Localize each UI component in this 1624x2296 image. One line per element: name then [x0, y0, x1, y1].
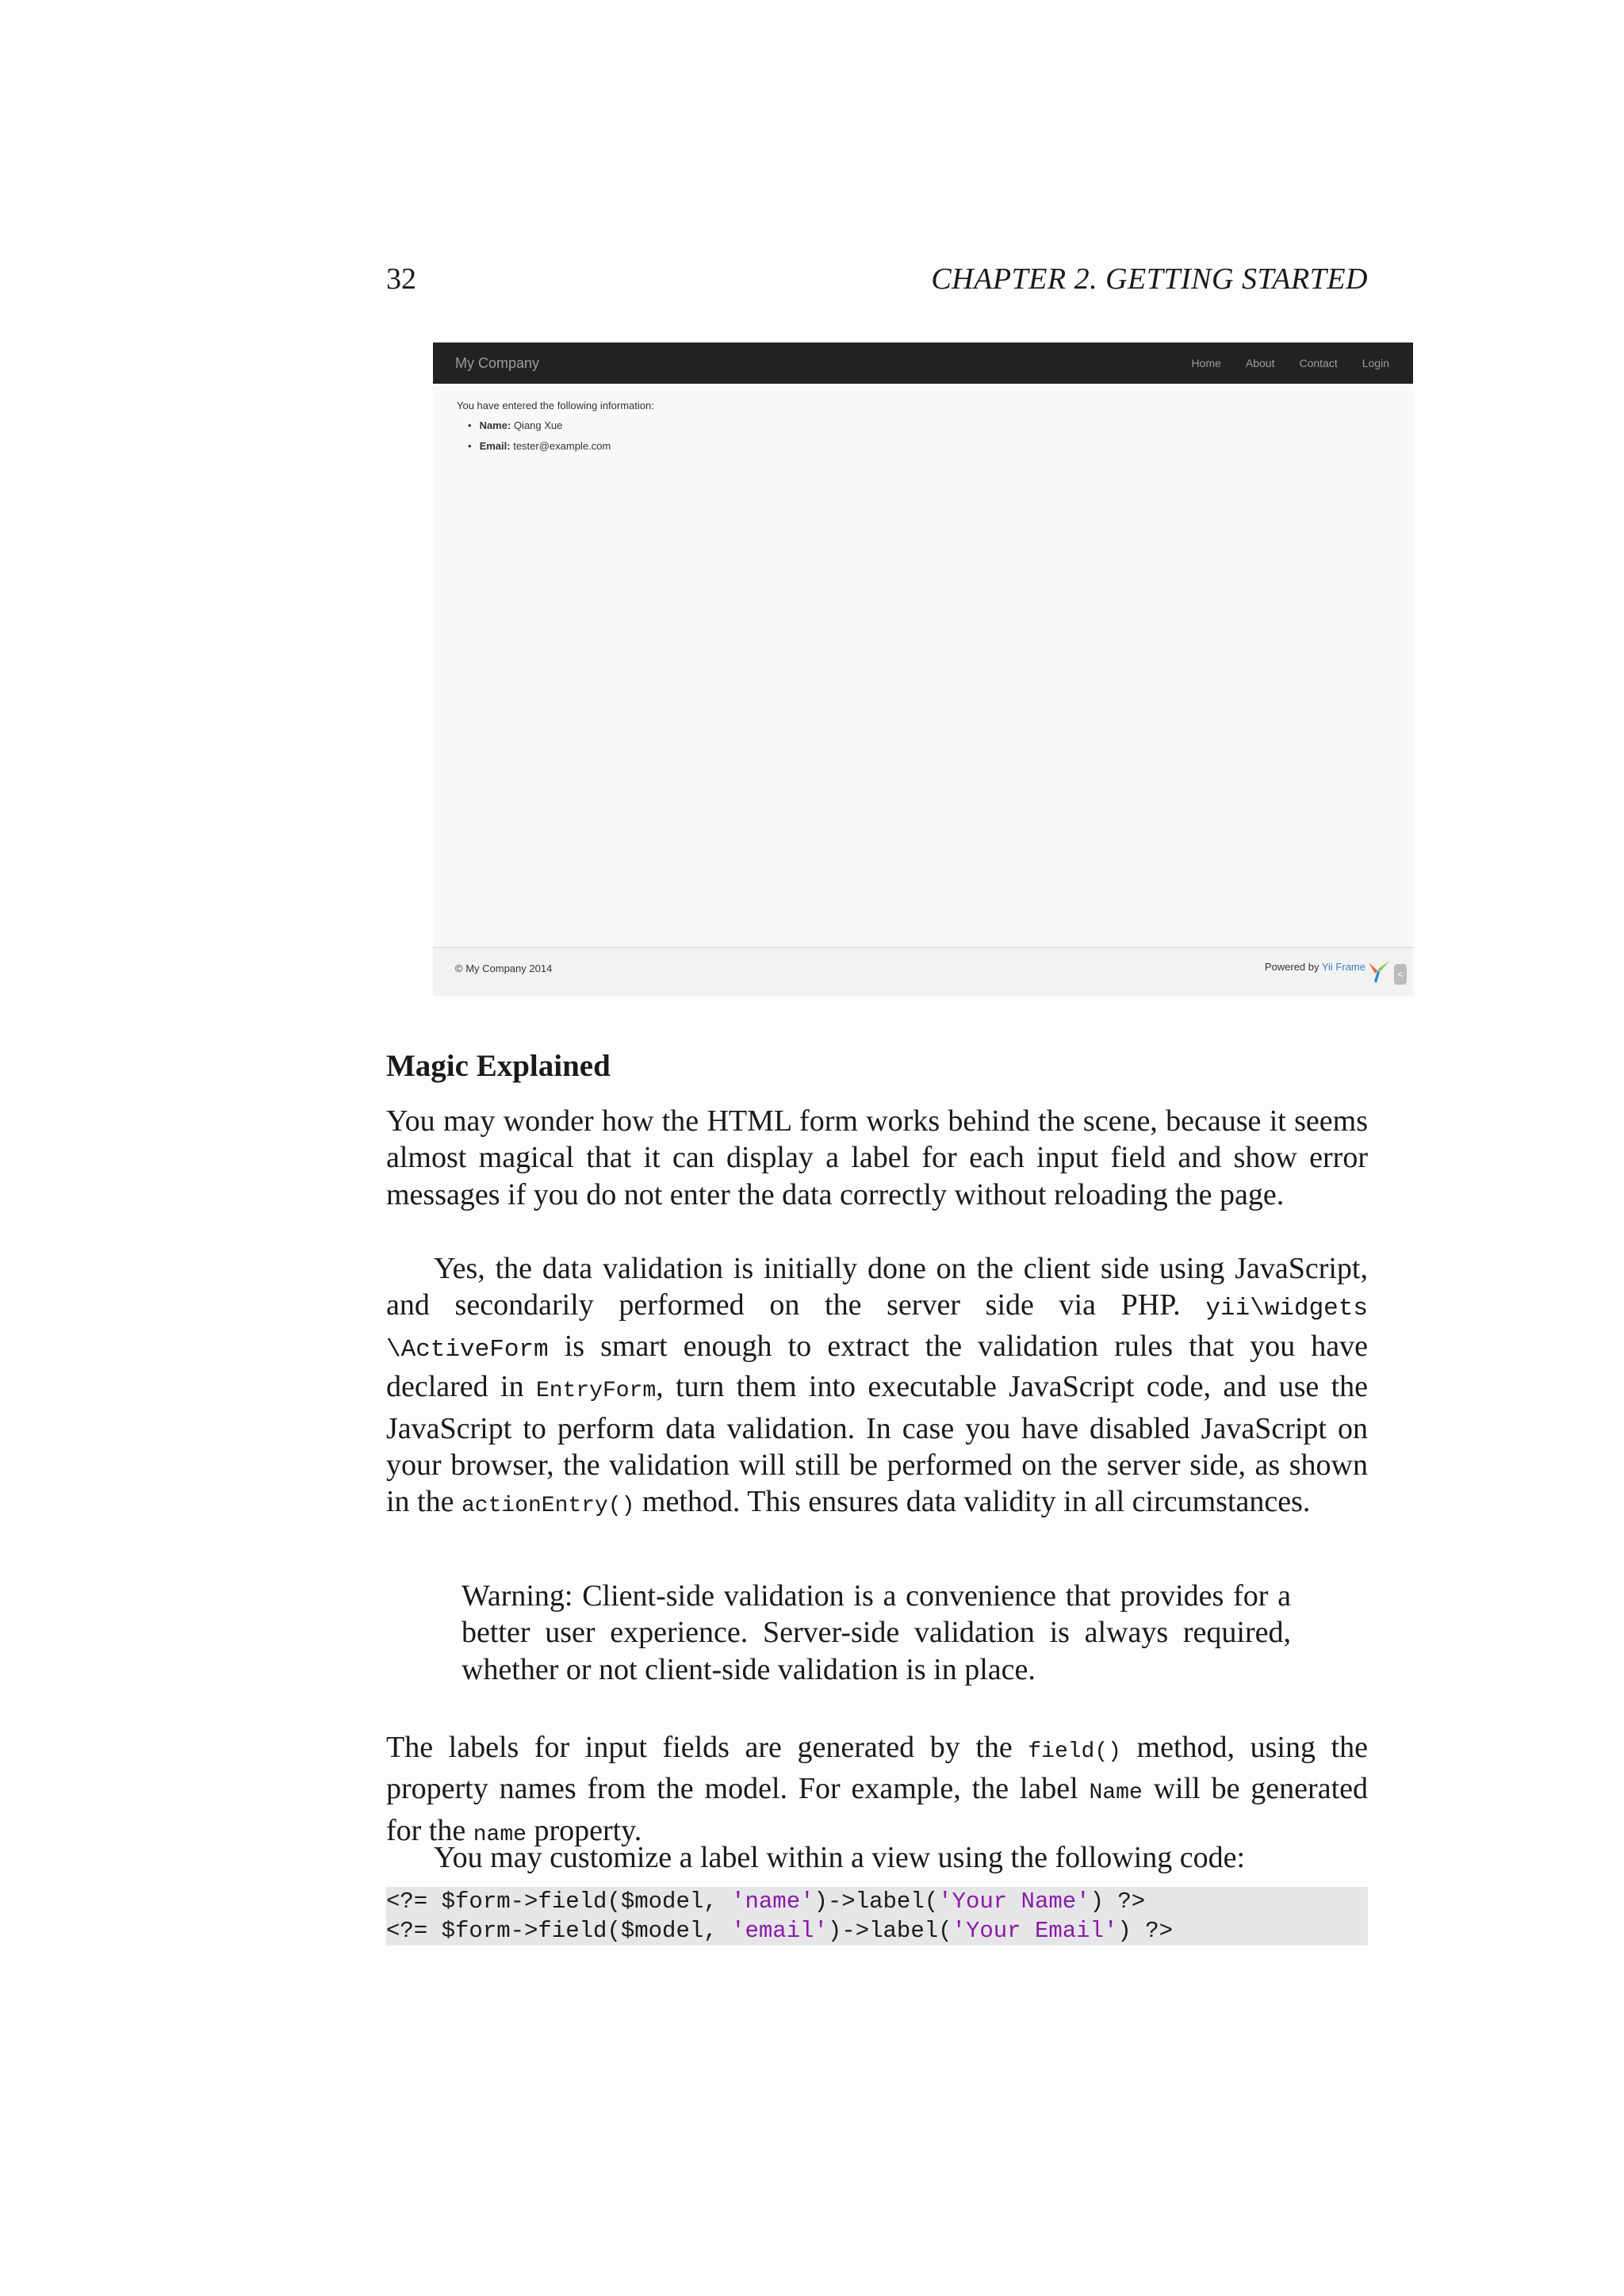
- framework-link[interactable]: Yii Frame: [1321, 961, 1365, 973]
- yii-logo-icon: [1367, 958, 1391, 985]
- nav-login[interactable]: Login: [1362, 357, 1389, 369]
- code-text: <?= $form->field($model,: [386, 1918, 732, 1944]
- field-value: Qiang Xue: [513, 419, 563, 431]
- copyright-text: © My Company 2014: [455, 962, 553, 974]
- navbar: [433, 342, 1413, 384]
- chapter-title: CHAPTER 2. GETTING STARTED: [931, 262, 1368, 296]
- code-inline: field(): [1028, 1739, 1121, 1764]
- warning-note: Warning: Client-side validation is a convenience that provides for a better user experience. Server-side validation is always required, whether or not client-side validation is in place.: [462, 1579, 1291, 1686]
- text-run: method, using the property names from the model. For example, the label: [386, 1731, 1368, 1806]
- code-inline: Name: [1089, 1781, 1143, 1806]
- entered-info-list: [468, 419, 611, 460]
- text-run: , turn them into executable JavaScript code, and use the JavaScript to perform data validation. In case you have disabled JavaScript on your browser, the validation will still be performed on the server side, as shown in the: [386, 1370, 1369, 1519]
- code-string: 'Your Name': [938, 1888, 1090, 1915]
- paragraph-intro: You may wonder how the HTML form works behind the scene, because it seems almost magical that it can display a label for each input field and show error messages if you do not enter the data correctly without reloading the page.: [386, 1104, 1368, 1211]
- intro-text: You have entered the following information:: [457, 400, 654, 411]
- app-screenshot: [433, 342, 1413, 996]
- powered-by-label: Powered by: [1264, 961, 1320, 973]
- text-run: will be generated for the: [386, 1772, 1368, 1847]
- code-string: 'email': [731, 1918, 828, 1944]
- debug-toolbar-toggle[interactable]: <: [1394, 964, 1407, 985]
- field-label: Email:: [479, 440, 511, 452]
- code-text: )->label(: [827, 1918, 952, 1944]
- code-text: ) ?>: [1117, 1918, 1174, 1944]
- field-label: Name:: [479, 419, 511, 431]
- paragraph-customize: You may customize a label within a view using the following code:: [434, 1841, 1246, 1874]
- text-run: The labels for input fields are generated by the: [386, 1731, 1028, 1764]
- text-run: Yes, the data validation is initially done on the client side using JavaScript, and secondarily performed on the server side via PHP.: [386, 1252, 1368, 1322]
- footer: [433, 947, 1413, 996]
- code-line: [386, 1887, 1145, 1916]
- page-number: 32: [386, 262, 416, 296]
- code-inline: yii\widgets \ActiveForm: [386, 1295, 1368, 1364]
- paragraph-validation: [386, 1250, 1368, 1525]
- nav-contact[interactable]: Contact: [1299, 357, 1338, 369]
- code-inline: actionEntry(): [461, 1494, 635, 1519]
- field-value: tester@example.com: [513, 440, 611, 452]
- code-text: <?= $form->field($model,: [386, 1888, 732, 1915]
- code-block: [386, 1887, 1368, 1946]
- list-item: [468, 439, 611, 460]
- code-string: 'Your Email': [952, 1918, 1118, 1944]
- code-inline: name: [473, 1822, 527, 1847]
- text-run: method. This ensures data validity in all circumstances.: [634, 1485, 1311, 1519]
- text-run: property.: [526, 1813, 642, 1847]
- list-item: [468, 419, 611, 439]
- code-text: )->label(: [814, 1888, 939, 1915]
- section-title: Magic Explained: [386, 1049, 611, 1083]
- code-inline: EntryForm: [535, 1379, 657, 1404]
- code-text: ) ?>: [1090, 1888, 1146, 1915]
- paragraph-labels: [386, 1729, 1368, 1854]
- nav-home[interactable]: Home: [1191, 357, 1221, 369]
- nav-about[interactable]: About: [1245, 357, 1275, 369]
- running-head: [386, 260, 1368, 298]
- nav-menu: [1192, 342, 1389, 384]
- powered-by: [1265, 961, 1365, 973]
- brand-link[interactable]: My Company: [455, 355, 540, 371]
- code-line: [386, 1916, 1173, 1946]
- code-string: 'name': [731, 1888, 814, 1915]
- text-run: is smart enough to extract the validation rules that you have declared in: [386, 1329, 1368, 1404]
